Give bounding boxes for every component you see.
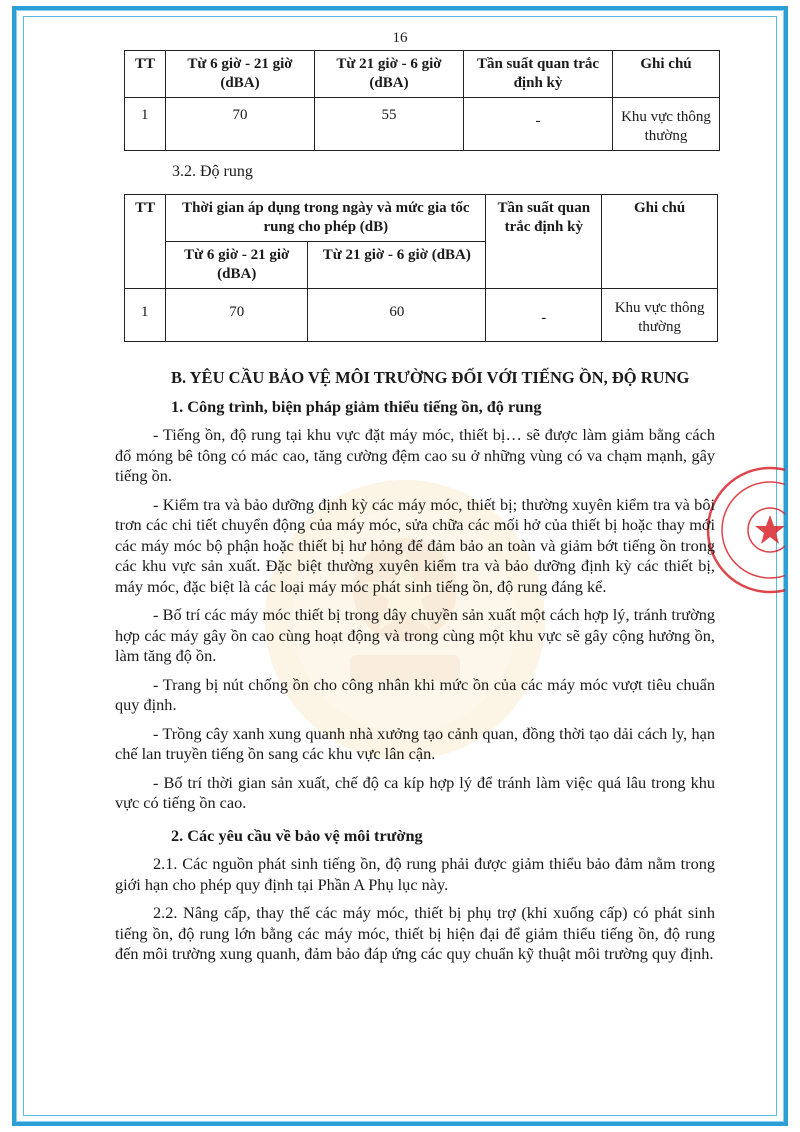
table-row — [125, 289, 718, 342]
table-header-row — [125, 51, 720, 98]
header-tt: TT — [125, 51, 166, 98]
header-frequency: Tần suất quan trắc định kỳ — [464, 51, 613, 98]
table-header-row — [125, 195, 718, 242]
cell-night: 55 — [315, 98, 464, 151]
header-frequency: Tần suất quan trắc định kỳ — [486, 195, 602, 289]
header-note: Ghi chú — [602, 195, 718, 289]
header-group: Thời gian áp dụng trong ngày và mức gia tốc rung cho phép (dB) — [166, 195, 486, 242]
section-1-title: 1. Công trình, biện pháp giảm thiểu tiếng ồn, độ rung — [171, 396, 542, 416]
paragraph: - Trang bị nút chống ồn cho công nhân khi mức ồn của các máy móc vượt tiêu chuẩn quy định. — [115, 674, 715, 714]
paragraph: - Bố trí các máy móc thiết bị trong dây chuyền sản xuất một cách hợp lý, tránh trường hợp các máy gây ồn cao cùng hoạt động và trong cùng một khu vực sẽ gây cộng hưởng ồn, làm tăng độ ồn. — [115, 605, 715, 665]
header-day: Từ 6 giờ - 21 giờ (dBA) — [166, 51, 315, 98]
paragraph: 2.1. Các nguồn phát sinh tiếng ồn, độ rung phải được giảm thiểu bảo đảm nằm trong giới hạn cho phép quy định tại Phần A Phụ lục này. — [115, 854, 715, 894]
noise-limit-table — [124, 50, 720, 151]
paragraph: 2.2. Nâng cấp, thay thế các máy móc, thiết bị phụ trợ (khi xuống cấp) có phát sinh tiếng ồn, độ rung lớn bằng các máy móc, thiết bị hiện đại để giảm thiểu tiếng ồn, độ rung đến môi trường xung quanh, đảm bảo đáp ứng các quy chuẩn kỹ thuật môi trường quy định. — [115, 903, 715, 963]
subheader-night: Từ 21 giờ - 6 giờ (dBA) — [308, 242, 486, 289]
subheading-vibration: 3.2. Độ rung — [172, 163, 253, 180]
section-b-title: B. YÊU CẦU BẢO VỆ MÔI TRƯỜNG ĐỐI VỚI TIẾNG ỒN, ĐỘ RUNG — [171, 368, 690, 387]
cell-night: 60 — [308, 289, 486, 342]
table-row — [125, 98, 720, 151]
cell-frequency: - — [464, 98, 613, 151]
paragraph: - Trồng cây xanh xung quanh nhà xưởng tạo cảnh quan, đồng thời tạo dải cách ly, hạn chế lan truyền tiếng ồn sang các khu vực lân cận. — [115, 723, 715, 763]
cell-frequency: - — [486, 289, 602, 342]
cell-tt: 1 — [125, 98, 166, 151]
section-b-content — [115, 368, 715, 973]
cell-note: Khu vực thông thường — [602, 289, 718, 342]
subheader-day: Từ 6 giờ - 21 giờ (dBA) — [166, 242, 308, 289]
header-note: Ghi chú — [613, 51, 720, 98]
cell-tt: 1 — [125, 289, 166, 342]
paragraph: - Kiểm tra và bảo dưỡng định kỳ các máy móc, thiết bị; thường xuyên kiểm tra và bôi trơn các chi tiết chuyển động của máy móc, sửa chữa các mối hở của thiết bị hoặc thay mới các máy móc bộ phận hoặc thiết bị hư hỏng để đảm bảo an toàn và giảm bớt tiếng ồn trong các khu vực sản xuất. Đặc biệt thường xuyên kiểm tra và bảo dưỡng định kỳ các thiết bị, máy móc, đặc biệt là các loại máy móc phát sinh tiếng ồn, độ rung đáng kể. — [115, 494, 715, 596]
page-number: 16 — [392, 30, 408, 46]
cell-note: Khu vực thông thường — [613, 98, 720, 151]
cell-day: 70 — [166, 289, 308, 342]
cell-day: 70 — [166, 98, 315, 151]
vibration-limit-table — [124, 194, 718, 342]
header-night: Từ 21 giờ - 6 giờ (dBA) — [315, 51, 464, 98]
paragraph: - Tiếng ồn, độ rung tại khu vực đặt máy móc, thiết bị… sẽ được làm giảm bằng cách đổ móng bê tông có mác cao, tăng cường đệm cao su ở những vùng có va chạm mạnh, gây tiếng ồn. — [115, 425, 715, 485]
header-tt: TT — [125, 195, 166, 289]
paragraph: - Bố trí thời gian sản xuất, chế độ ca kíp hợp lý để tránh làm việc quá lâu trong khu vực có tiếng ồn cao. — [115, 772, 715, 812]
section-2-title: 2. Các yêu cầu về bảo vệ môi trường — [171, 825, 423, 845]
red-seal-stamp — [705, 455, 785, 605]
